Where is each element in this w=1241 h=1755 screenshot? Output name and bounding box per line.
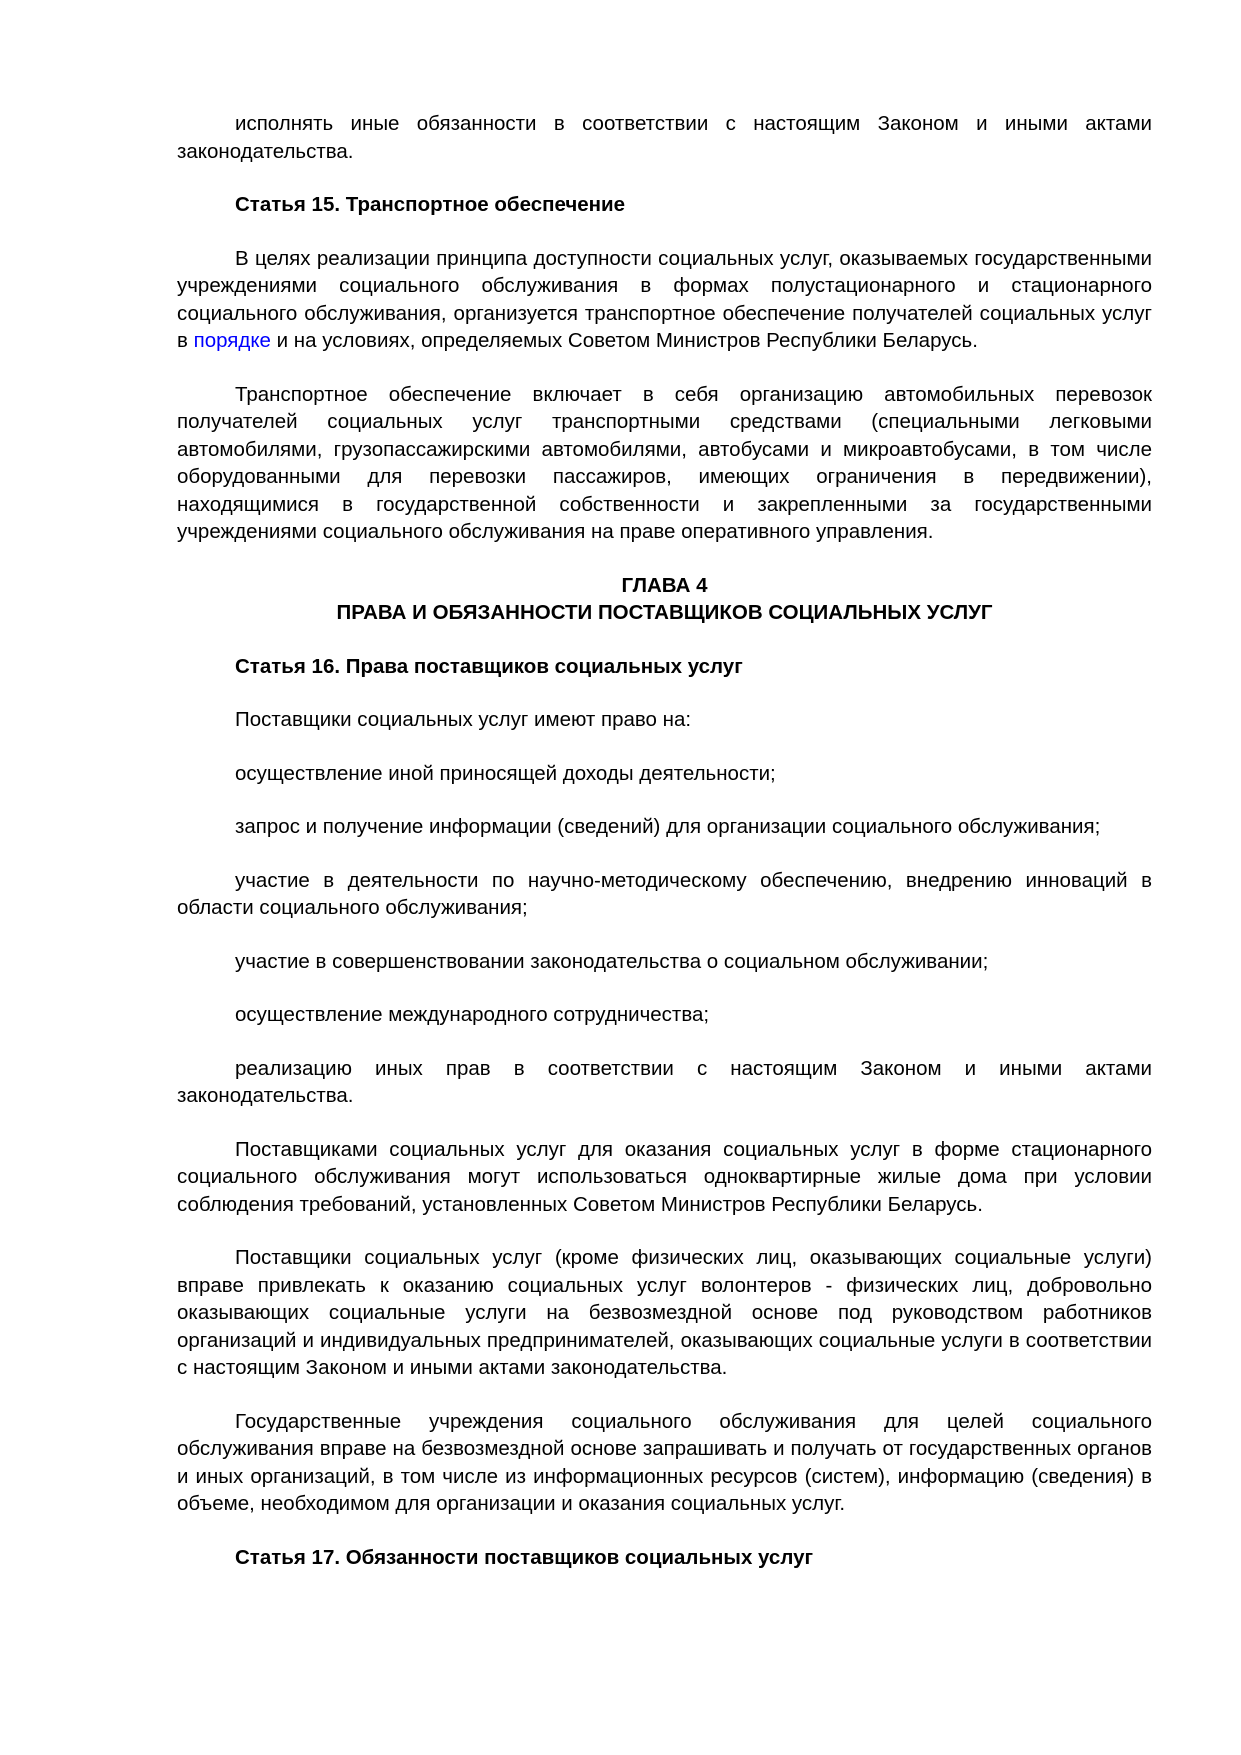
paragraph-volunteers: Поставщики социальных услуг (кроме физических лиц, оказывающих социальные услуги) вправе привлекать к оказанию социальных услуг волонтеров - физических лиц, добровольно оказывающих социальные услуги на безвозмездной основе под руководством работников организаций и индивидуальных предпринимателей, оказывающих социальные услуги в соответствии с настоящим Законом и иными актами законодательства.: [177, 1246, 1152, 1379]
chapter-title: ПРАВА И ОБЯЗАННОСТИ ПОСТАВЩИКОВ СОЦИАЛЬНЫХ УСЛУГ: [336, 601, 993, 624]
paragraph-right-other-rights: реализацию иных прав в соответствии с настоящим Законом и иными актами законодательства.: [177, 1056, 1152, 1107]
paragraph-state-institutions-info: Государственные учреждения социального обслуживания для целей социального обслуживания вправе на безвозмездной основе запрашивать и получать от государственных органов и иных организаций, в том числе из информационных ресурсов (систем), информацию (сведения) в объеме, необходимом для организации и оказания социальных услуг.: [177, 1409, 1152, 1515]
paragraph-text: В целях реализации принципа доступности социальных услуг, оказываемых государственными учреждениями социального обслуживания в формах полустационарного и стационарного социального обслуживания, организуется транспортное обеспечение получателей социальных услуг в: [177, 246, 1152, 352]
paragraph-transport-details: Транспортное обеспечение включает в себя организацию автомобильных перевозок получателей социальных услуг транспортными средствами (специальными легковыми автомобилями, грузопассажирскими автомобилями, автобусами и микроавтобусами, в том числе оборудованными для перевозки пассажиров, имеющих ограничения в передвижении), находящимися в государственной собственности и закрепленными за государственными учреждениями социального обслуживания на праве оперативного управления.: [177, 382, 1152, 543]
paragraph-single-apartment-houses: Поставщиками социальных услуг для оказания социальных услуг в форме стационарного социального обслуживания могут использоваться одноквартирные жилые дома при условии соблюдения требований, установленных Советом Министров Республики Беларусь.: [177, 1137, 1152, 1216]
poryadke-link[interactable]: порядке: [193, 329, 271, 352]
paragraph-right-scientific-methodical: участие в деятельности по научно-методическому обеспечению, внедрению инноваций в области социального обслуживания;: [177, 868, 1152, 919]
article-17-heading: Статья 17. Обязанности поставщиков социальных услуг: [235, 1545, 814, 1569]
paragraph-transport-purpose: [177, 245, 1152, 355]
article-16-heading: Статья 16. Права поставщиков социальных услуг: [235, 654, 743, 678]
paragraph-duties-other: исполнять иные обязанности в соответствии с настоящим Законом и иными актами законодательства.: [177, 112, 1152, 163]
paragraph-right-international-cooperation: осуществление международного сотрудничества;: [235, 1003, 710, 1026]
paragraph-right-income-activity: осуществление иной приносящей доходы деятельности;: [235, 761, 776, 785]
paragraph-text: и на условиях, определяемых Советом Министров Республики Беларусь.: [270, 329, 978, 352]
paragraph-right-legislation-improvement: участие в совершенствовании законодательства о социальном обслуживании;: [235, 949, 989, 973]
paragraph-providers-rights-intro: Поставщики социальных услуг имеют право на:: [235, 708, 692, 731]
chapter-4-heading: [177, 572, 1152, 627]
paragraph-right-information-request: запрос и получение информации (сведений) для организации социального обслуживания;: [235, 815, 1101, 838]
chapter-number: ГЛАВА 4: [621, 573, 708, 597]
article-15-heading: Статья 15. Транспортное обеспечение: [235, 193, 626, 216]
